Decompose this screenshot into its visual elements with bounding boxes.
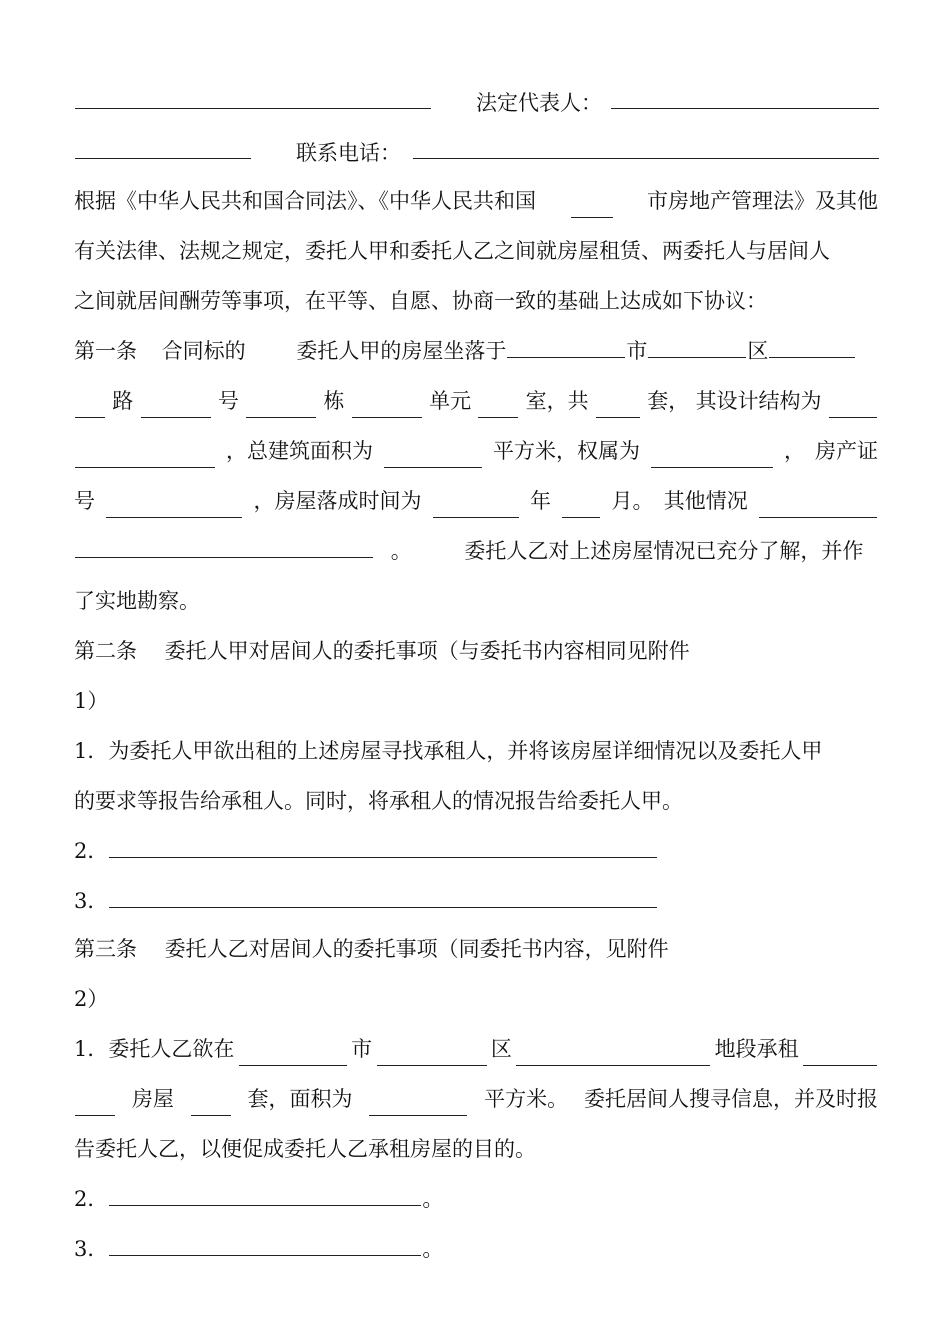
other-info-blank-a <box>759 495 877 518</box>
rent-city-blank <box>239 1043 347 1066</box>
rent-house-blank-b <box>75 1093 115 1116</box>
article1-title: 第一条 <box>74 339 137 363</box>
article1-subtitle: 合同标的 <box>161 339 246 363</box>
house-building-blank <box>246 395 316 418</box>
article2-item3: 3． <box>74 884 878 918</box>
article3-item2: 2． 。 <box>74 1182 878 1216</box>
article3-item1-line3: 告委托人乙，以便促成委托人乙承租房屋的目的。 <box>74 1137 536 1161</box>
preamble-line-1: 根据《中华人民共和国合同法》、《中华人民共和国 市房地产管理法》及其他 <box>74 184 878 218</box>
article2-item1-line1: 1．为委托人甲欲出租的上述房屋寻找承租人，并将该房屋详细情况以及委托人甲 <box>74 739 823 763</box>
ownership-blank <box>651 445 773 468</box>
structure-blank-b <box>75 445 215 468</box>
article1-line-4: 号 ，房屋落成时间为 年 月。 其他情况 <box>74 484 878 518</box>
article1-line-3: ，总建筑面积为 平方米，权属为 ， 房产证 <box>74 434 878 468</box>
article3-title-cont: 2） <box>74 987 109 1011</box>
party-name-blank <box>75 86 431 109</box>
article2-item2: 2． <box>74 834 878 868</box>
rent-area-blank <box>369 1093 467 1116</box>
rent-house-blank-a <box>803 1043 877 1066</box>
article1-line-1: 第一条 合同标的 委托人甲的房屋坐落于 市 区 <box>74 334 878 368</box>
article2-item1-line2: 的要求等报告给承租人。同时，将承租人的情况报告给委托人甲。 <box>74 789 683 813</box>
preamble-line-3: 之间就居间酬劳等事项，在平等、自愿、协商一致的基础上达成如下协议： <box>74 289 767 313</box>
legal-rep-blank <box>611 86 879 109</box>
article2-item3-blank <box>109 885 657 908</box>
article3-title: 第三条 委托人乙对居间人的委托事项（同委托书内容，见附件 <box>74 937 669 961</box>
other-info-blank-b <box>75 535 373 558</box>
article3-item3-blank <box>109 1233 421 1256</box>
house-road-blank-b <box>75 395 105 418</box>
article3-item3: 3． 。 <box>74 1232 878 1266</box>
article3-item1-line2: 房屋 套，面积为 平方米。 委托居间人搜寻信息，并及时报 <box>74 1082 878 1116</box>
legal-rep-label: 法定代表人： <box>476 91 602 115</box>
phone-label: 联系电话： <box>296 141 401 165</box>
house-district-blank <box>648 335 746 358</box>
phone-blank <box>413 136 879 159</box>
house-count-blank <box>596 395 640 418</box>
article2-item2-blank <box>109 835 657 858</box>
rent-location-blank <box>516 1043 710 1066</box>
article3-item1-line1: 1．委托人乙欲在 市 区 地段承租 <box>74 1032 878 1066</box>
house-city-blank <box>507 335 625 358</box>
structure-blank-a <box>829 395 877 418</box>
rent-count-blank <box>191 1093 231 1116</box>
article3-item2-blank <box>109 1183 421 1206</box>
preamble-line-2: 有关法律、法规之规定，委托人甲和委托人乙之间就房屋租赁、两委托人与居间人 <box>74 239 830 263</box>
party-address-blank <box>75 136 251 159</box>
completion-year-blank <box>433 495 519 518</box>
area-blank <box>384 445 482 468</box>
certificate-number-blank <box>106 495 242 518</box>
house-room-blank <box>478 395 518 418</box>
article2-title-cont: 1） <box>74 689 109 713</box>
rent-district-blank <box>377 1043 487 1066</box>
article1-line-5: 。 委托人乙对上述房屋情况已充分了解，并作 <box>74 534 878 568</box>
house-unit-blank <box>352 395 422 418</box>
house-number-blank <box>141 395 211 418</box>
article1-line-6: 了实地勘察。 <box>74 589 200 613</box>
city-blank <box>571 195 613 218</box>
article1-line-2: 路 号 栋 单元 室，共 套， 其设计结构为 <box>74 384 878 418</box>
article2-title: 第二条 委托人甲对居间人的委托事项（与委托书内容相同见附件 <box>74 639 690 663</box>
house-road-blank-a <box>769 335 855 358</box>
completion-month-blank <box>562 495 600 518</box>
